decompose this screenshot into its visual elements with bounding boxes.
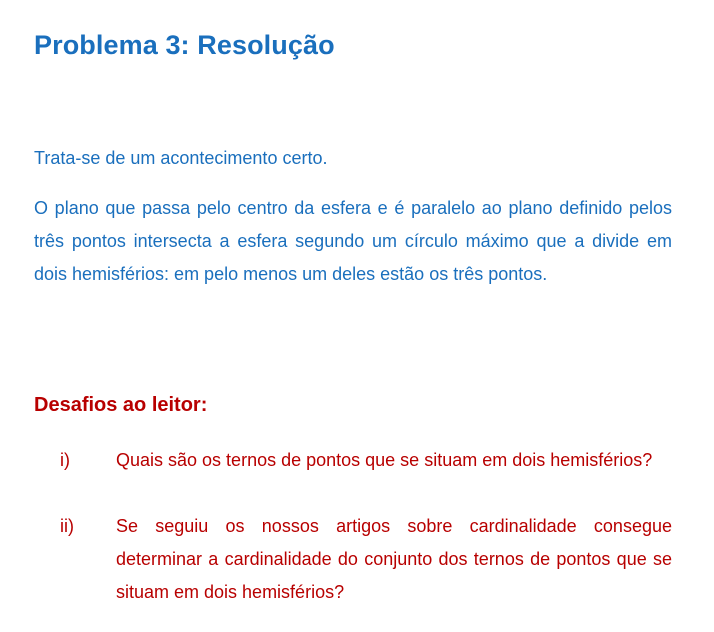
challenge-item <box>0 510 714 609</box>
challenge-item <box>0 444 714 510</box>
explanation-paragraph: O plano que passa pelo centro da esfera e é paralelo ao plano definido pelos três pontos intersecta a esfera segundo um círculo máximo que a divide em dois hemisférios: em pelo menos um deles estão os três pontos. <box>34 198 672 284</box>
list-marker: i) <box>60 450 70 470</box>
challenges-heading: Desafios ao leitor: <box>34 394 208 416</box>
challenge-text: Quais são os ternos de pontos que se situam em dois hemisférios? <box>116 450 653 470</box>
intro-paragraph: Trata-se de um acontecimento certo. <box>34 148 328 168</box>
list-marker: ii) <box>60 516 74 536</box>
challenge-list <box>0 444 714 609</box>
challenge-text: Se seguiu os nossos artigos sobre cardinalidade consegue determinar a cardinalidade do conjunto dos ternos de pontos que se situam em dois hemisférios? <box>116 516 672 602</box>
page-title: Problema 3: Resolução <box>34 30 335 60</box>
